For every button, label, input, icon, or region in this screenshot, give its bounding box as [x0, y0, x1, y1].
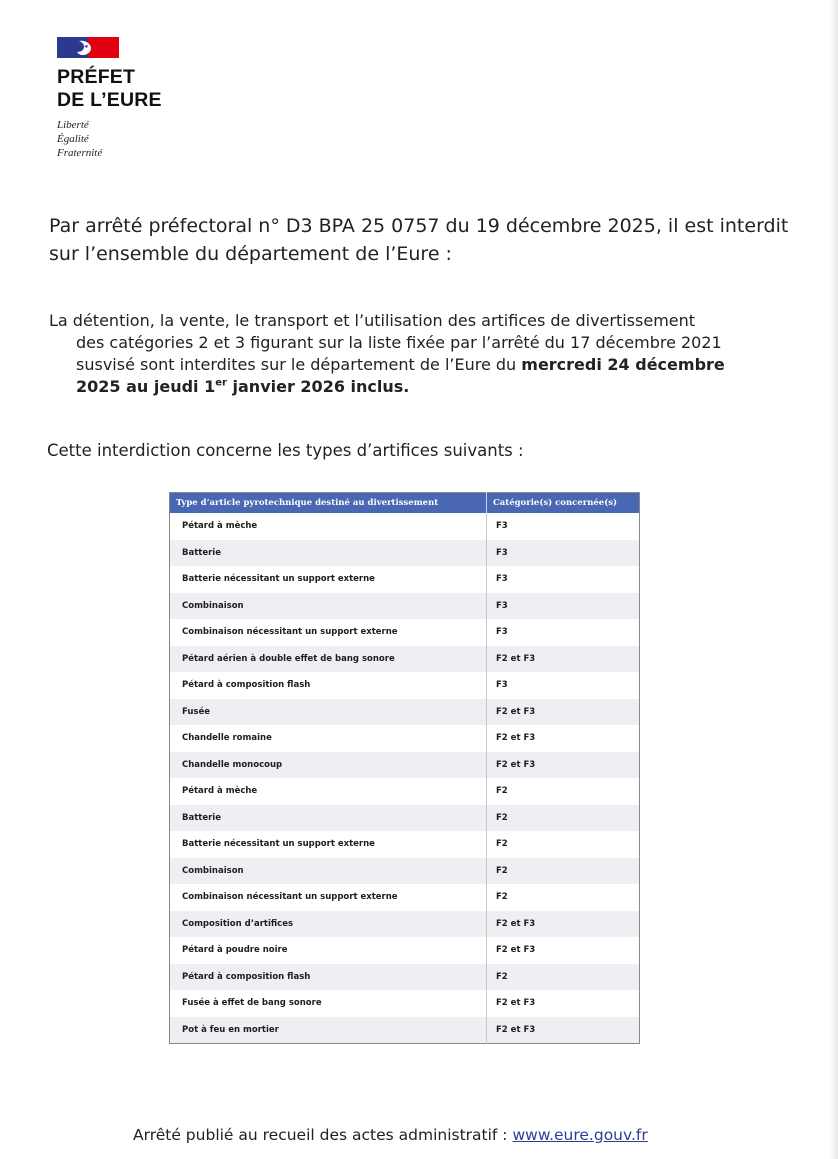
- paragraph-date-end-a: 2025 au jeudi 1: [76, 377, 216, 396]
- devise-egalite: Égalité: [57, 133, 89, 145]
- cell-type: Chandelle monocoup: [170, 752, 487, 779]
- table-row: [170, 513, 640, 540]
- footer-link[interactable]: www.eure.gouv.fr: [512, 1126, 648, 1144]
- table-row: [170, 725, 640, 752]
- header-categorie: Catégorie(s) concernée(s): [487, 493, 640, 514]
- table-row: [170, 699, 640, 726]
- cell-categorie: F2 et F3: [487, 990, 640, 1017]
- table-row: [170, 778, 640, 805]
- paragraph-line4: [49, 376, 789, 398]
- table-row: [170, 672, 640, 699]
- artifices-table-wrapper: [169, 492, 640, 1044]
- table-row: [170, 752, 640, 779]
- cell-type: Combinaison nécessitant un support externe: [170, 884, 487, 911]
- cell-categorie: F2 et F3: [487, 1017, 640, 1044]
- cell-categorie: F2: [487, 858, 640, 885]
- table-row: [170, 884, 640, 911]
- cell-categorie: F2 et F3: [487, 752, 640, 779]
- cell-categorie: F2: [487, 964, 640, 991]
- prefecture-title-line1: PRÉFET: [57, 66, 136, 88]
- intro-heading: Par arrêté préfectoral n° D3 BPA 25 0757 du 19 décembre 2025, il est interdit sur l’ensemble du département de l’Eure :: [49, 215, 789, 265]
- cell-type: Pétard à composition flash: [170, 964, 487, 991]
- cell-categorie: F2: [487, 778, 640, 805]
- cell-categorie: F2 et F3: [487, 937, 640, 964]
- cell-categorie: F2: [487, 805, 640, 832]
- devise-fraternite: Fraternité: [57, 147, 103, 159]
- cell-type: Combinaison nécessitant un support externe: [170, 619, 487, 646]
- table-row: [170, 831, 640, 858]
- main-paragraph: [49, 310, 789, 398]
- paragraph-line3-text: susvisé sont interdites sur le département de l’Eure du: [76, 355, 522, 374]
- table-row: [170, 911, 640, 938]
- cell-categorie: F3: [487, 513, 640, 540]
- table-row: [170, 1017, 640, 1044]
- table-row: [170, 566, 640, 593]
- paragraph-line1: La détention, la vente, le transport et l’utilisation des artifices de divertissement: [49, 311, 696, 330]
- table-row: [170, 593, 640, 620]
- cell-categorie: F2: [487, 884, 640, 911]
- table-row: [170, 937, 640, 964]
- cell-categorie: F3: [487, 566, 640, 593]
- cell-type: Combinaison: [170, 593, 487, 620]
- cell-type: Pot à feu en mortier: [170, 1017, 487, 1044]
- table-row: [170, 646, 640, 673]
- cell-type: Batterie: [170, 540, 487, 567]
- marianne-flag-icon: [57, 37, 119, 58]
- paragraph-date-sup: er: [215, 377, 227, 389]
- table-row: [170, 964, 640, 991]
- cell-type: Fusée: [170, 699, 487, 726]
- table-row: [170, 619, 640, 646]
- cell-categorie: F2 et F3: [487, 725, 640, 752]
- cell-categorie: F2 et F3: [487, 699, 640, 726]
- cell-categorie: F3: [487, 540, 640, 567]
- cell-categorie: F2 et F3: [487, 646, 640, 673]
- cell-categorie: F3: [487, 619, 640, 646]
- cell-categorie: F2: [487, 831, 640, 858]
- cell-type: Pétard à mèche: [170, 778, 487, 805]
- cell-type: Combinaison: [170, 858, 487, 885]
- cell-type: Batterie nécessitant un support externe: [170, 831, 487, 858]
- header-type: Type d’article pyrotechnique destiné au divertissement: [170, 493, 487, 514]
- cell-categorie: F2 et F3: [487, 911, 640, 938]
- devise-liberte: Liberté: [57, 119, 89, 131]
- table-intro: Cette interdiction concerne les types d’artifices suivants :: [47, 441, 524, 460]
- cell-type: Batterie: [170, 805, 487, 832]
- cell-type: Pétard aérien à double effet de bang sonore: [170, 646, 487, 673]
- footer: [133, 1126, 648, 1144]
- prefecture-title-line2: DE L’EURE: [57, 89, 162, 111]
- cell-type: Pétard à poudre noire: [170, 937, 487, 964]
- table-row: [170, 858, 640, 885]
- cell-type: Pétard à composition flash: [170, 672, 487, 699]
- table-header-row: [170, 493, 640, 514]
- paragraph-date-start: mercredi 24 décembre: [521, 355, 725, 374]
- cell-type: Chandelle romaine: [170, 725, 487, 752]
- page-edge-shadow: [830, 0, 838, 1159]
- cell-type: Pétard à mèche: [170, 513, 487, 540]
- table-row: [170, 805, 640, 832]
- cell-type: Fusée à effet de bang sonore: [170, 990, 487, 1017]
- cell-type: Batterie nécessitant un support externe: [170, 566, 487, 593]
- footer-text: Arrêté publié au recueil des actes administratif :: [133, 1126, 513, 1144]
- paragraph-line3: [49, 354, 789, 376]
- paragraph-line2: des catégories 2 et 3 figurant sur la liste fixée par l’arrêté du 17 décembre 2021: [76, 333, 722, 352]
- devise: [57, 118, 162, 160]
- table-row: [170, 540, 640, 567]
- cell-categorie: F3: [487, 672, 640, 699]
- paragraph-date-end-b: janvier 2026 inclus.: [226, 377, 410, 396]
- artifices-table: [169, 492, 640, 1044]
- prefecture-logo: [57, 37, 162, 160]
- table-row: [170, 990, 640, 1017]
- cell-type: Composition d’artifices: [170, 911, 487, 938]
- cell-categorie: F3: [487, 593, 640, 620]
